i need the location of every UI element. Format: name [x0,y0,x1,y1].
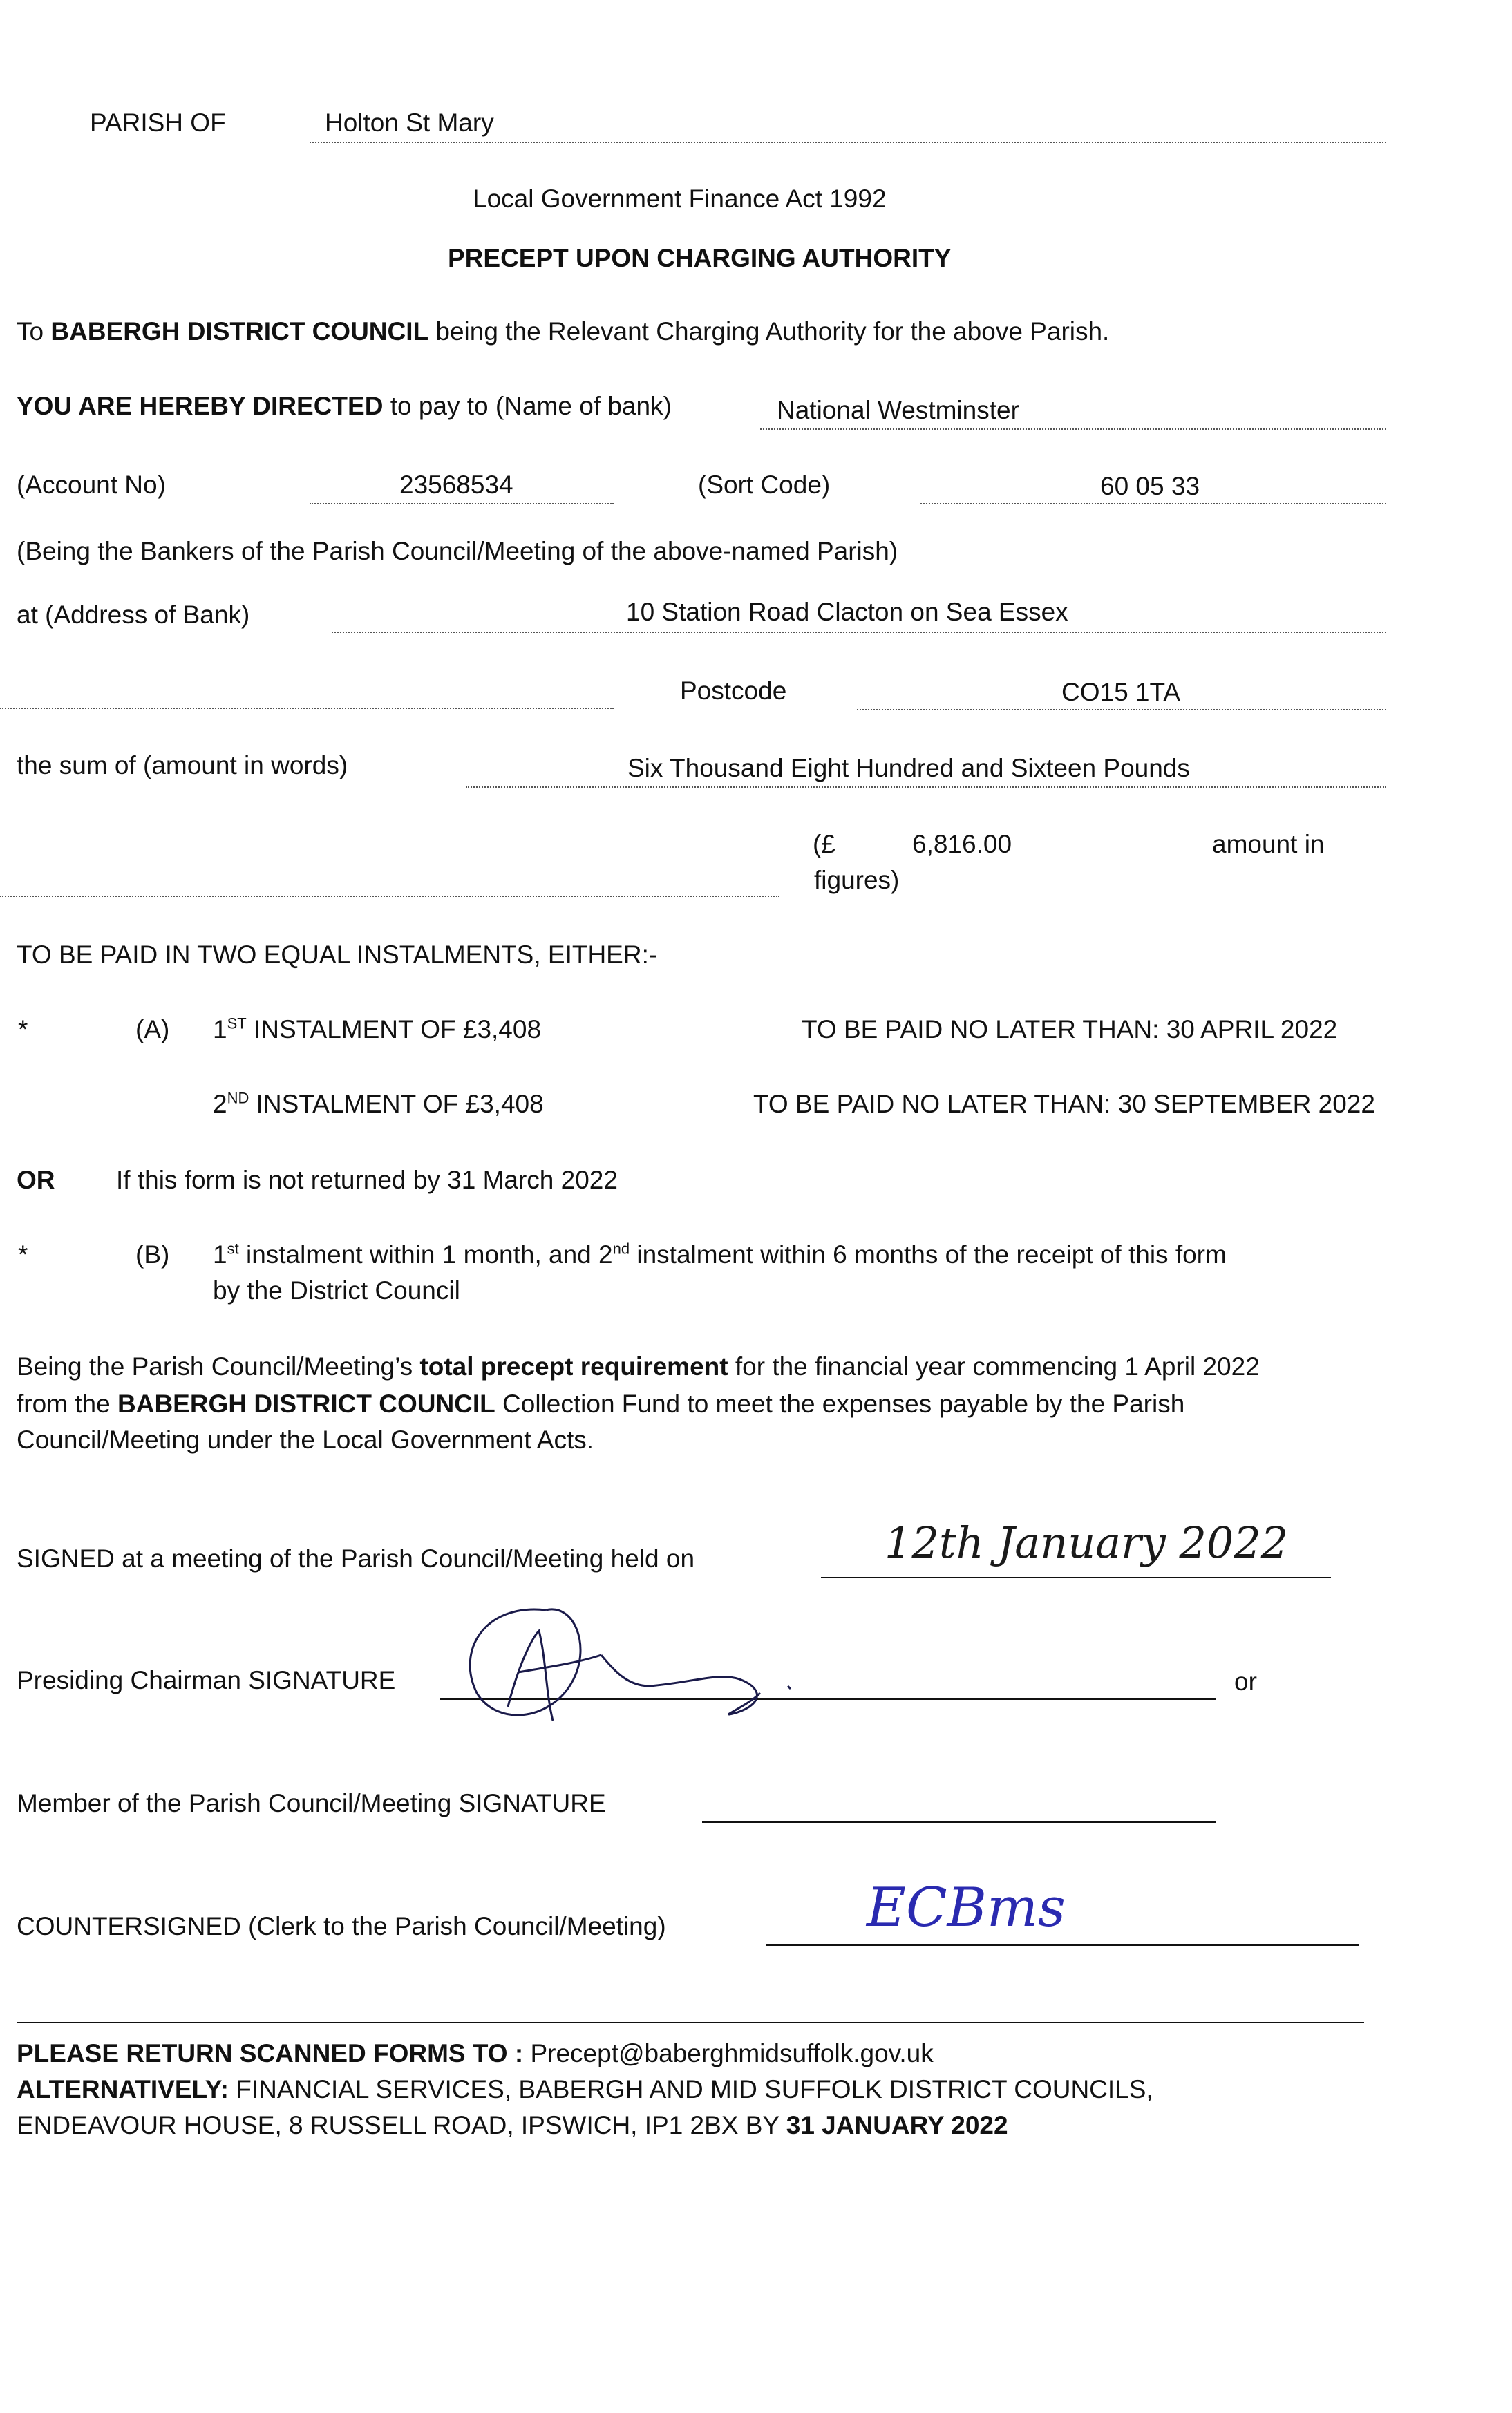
address-label: at (Address of Bank) [17,600,250,629]
requirement-line2: from the BABERGH DISTRICT COUNCIL Collection Fund to meet the expenses payable by the Parish [17,1390,1185,1418]
sum-figures-label: amount in [1212,830,1325,858]
parish-name: Holton St Mary [325,108,494,137]
account-number: 23568534 [399,471,513,499]
chairman-or: or [1234,1667,1257,1696]
sum-figures-open: (£ [813,830,835,858]
return-line2: ALTERNATIVELY: FINANCIAL SERVICES, BABERGH AND MID SUFFOLK DISTRICT COUNCILS, [17,2075,1153,2103]
countersigned-line [766,1944,1359,1946]
postcode-label: Postcode [680,676,787,705]
sum-words-value: Six Thousand Eight Hundred and Sixteen Pounds [627,754,1190,782]
option-a-star: * [18,1015,28,1043]
parish-label: PARISH OF [90,108,226,137]
return-email-link[interactable]: Precept@baberghmidsuffolk.gov.uk [530,2039,934,2067]
bank-name: National Westminster [777,396,1019,424]
bank-name-underline [760,428,1386,430]
or-text: If this form is not returned by 31 March 2022 [116,1166,618,1194]
signed-label: SIGNED at a meeting of the Parish Council/Meeting held on [17,1544,695,1573]
clerk-initials-handwritten: ECBms [867,1877,1066,1939]
signed-date-line [821,1577,1331,1578]
sort-code-underline [920,503,1386,504]
postcode-value: CO15 1TA [1061,678,1181,706]
or-label: OR [17,1166,55,1194]
sort-code-value: 60 05 33 [1100,472,1200,500]
option-a-letter: (A) [135,1015,170,1043]
option-b-letter: (B) [135,1240,170,1269]
countersigned-label: COUNTERSIGNED (Clerk to the Parish Council/Meeting) [17,1912,666,1940]
second-instalment-due: TO BE PAID NO LATER THAN: 30 SEPTEMBER 2022 [753,1090,1375,1118]
first-instalment-due: TO BE PAID NO LATER THAN: 30 APRIL 2022 [802,1015,1338,1043]
option-b-line2: by the District Council [213,1276,460,1305]
account-underline [310,503,614,504]
requirement-line1: Being the Parish Council/Meeting’s total precept requirement for the financial year commencing 1 April 2022 [17,1352,1260,1381]
requirement-line3: Council/Meeting under the Local Government Acts. [17,1426,594,1454]
sum-figures-value: 6,816.00 [912,830,1012,858]
sum-words-label: the sum of (amount in words) [17,751,348,779]
first-instalment: 1ST INSTALMENT OF £3,408 [213,1014,542,1043]
option-b-line1: 1st instalment within 1 month, and 2nd instalment within 6 months of the receipt of this form [213,1240,1227,1269]
address-underline [332,632,1386,633]
sum-figures-label-2: figures) [814,866,900,894]
chairman-label: Presiding Chairman SIGNATURE [17,1666,396,1694]
sort-code-label: (Sort Code) [698,471,831,499]
account-label: (Account No) [17,471,166,499]
parish-underline [310,142,1386,143]
bankers-note: (Being the Bankers of the Parish Council/Meeting of the above-named Parish) [17,537,898,565]
second-instalment: 2ND INSTALMENT OF £3,408 [213,1089,544,1118]
member-label: Member of the Parish Council/Meeting SIGNATURE [17,1789,606,1817]
bank-address: 10 Station Road Clacton on Sea Essex [626,598,1068,626]
postcode-underline [857,709,1386,710]
form-heading: PRECEPT UPON CHARGING AUTHORITY [448,244,952,272]
sum-words-underline [466,786,1386,788]
instalments-heading: TO BE PAID IN TWO EQUAL INSTALMENTS, EITHER:- [17,940,658,969]
return-line1: PLEASE RETURN SCANNED FORMS TO : Precept@baberghmidsuffolk.gov.uk [17,2039,934,2067]
return-line3: ENDEAVOUR HOUSE, 8 RUSSELL ROAD, IPSWICH, IP1 2BX BY 31 JANUARY 2022 [17,2111,1008,2139]
to-line: To BABERGH DISTRICT COUNCIL being the Relevant Charging Authority for the above Parish. [17,317,1110,346]
act-title: Local Government Finance Act 1992 [473,184,887,213]
directed-line: YOU ARE HEREBY DIRECTED to pay to (Name of bank) [17,392,672,420]
option-b-star: * [18,1240,28,1269]
sum-figures-underline [0,896,779,897]
chairman-signature [442,1589,871,1741]
footer-separator [17,2022,1364,2023]
signed-date-handwritten: 12th January 2022 [885,1517,1289,1568]
address-line2-underline [0,708,614,709]
member-signature-line [702,1821,1216,1823]
